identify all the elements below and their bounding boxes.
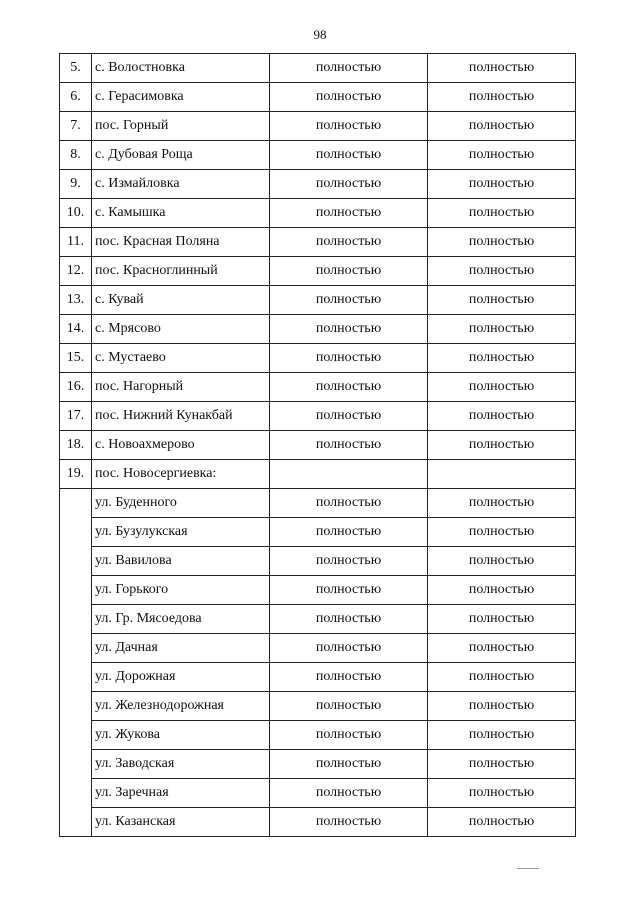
settlement-name: пос. Нижний Кунакбай xyxy=(92,402,270,431)
status-cell-1: полностью xyxy=(270,489,428,518)
status-cell-2: полностью xyxy=(428,634,576,663)
status-cell-2: полностью xyxy=(428,663,576,692)
row-number: 14. xyxy=(60,315,92,344)
status-cell-1: полностью xyxy=(270,605,428,634)
row-number: 8. xyxy=(60,141,92,170)
status-cell-2: полностью xyxy=(428,286,576,315)
status-cell-1: полностью xyxy=(270,373,428,402)
status-cell-1: полностью xyxy=(270,170,428,199)
settlement-name: с. Новоахмерово xyxy=(92,431,270,460)
status-cell-1: полностью xyxy=(270,199,428,228)
table-row xyxy=(60,808,576,837)
table-row xyxy=(60,373,576,402)
row-number xyxy=(60,576,92,605)
row-number: 18. xyxy=(60,431,92,460)
status-cell-1: полностью xyxy=(270,54,428,83)
row-number: 5. xyxy=(60,54,92,83)
row-number: 10. xyxy=(60,199,92,228)
row-number: 9. xyxy=(60,170,92,199)
table-row xyxy=(60,54,576,83)
status-cell-2: полностью xyxy=(428,373,576,402)
row-number xyxy=(60,808,92,837)
settlement-name: ул. Гр. Мясоедова xyxy=(92,605,270,634)
page-number: 98 xyxy=(313,27,327,42)
table-row xyxy=(60,692,576,721)
table-row xyxy=(60,431,576,460)
row-number xyxy=(60,750,92,779)
table-row xyxy=(60,750,576,779)
settlement-name: с. Камышка xyxy=(92,199,270,228)
settlement-name: пос. Красная Поляна xyxy=(92,228,270,257)
row-number: 7. xyxy=(60,112,92,141)
table-row xyxy=(60,112,576,141)
status-cell-2: полностью xyxy=(428,344,576,373)
table-row xyxy=(60,286,576,315)
table-row xyxy=(60,199,576,228)
status-cell-1: полностью xyxy=(270,228,428,257)
table-row xyxy=(60,634,576,663)
table-row xyxy=(60,460,576,489)
status-cell-2: полностью xyxy=(428,431,576,460)
table-row xyxy=(60,576,576,605)
status-cell-1: полностью xyxy=(270,344,428,373)
settlement-name: ул. Горького xyxy=(92,576,270,605)
table-row xyxy=(60,721,576,750)
status-cell-2: полностью xyxy=(428,489,576,518)
settlement-name: ул. Заречная xyxy=(92,779,270,808)
table-row xyxy=(60,402,576,431)
table-row xyxy=(60,489,576,518)
row-number xyxy=(60,489,92,518)
table-row xyxy=(60,663,576,692)
table-row xyxy=(60,605,576,634)
table-row xyxy=(60,547,576,576)
row-number xyxy=(60,779,92,808)
row-number xyxy=(60,634,92,663)
status-cell-1: полностью xyxy=(270,402,428,431)
status-cell-2: полностью xyxy=(428,605,576,634)
table-row xyxy=(60,83,576,112)
row-number: 11. xyxy=(60,228,92,257)
row-number: 12. xyxy=(60,257,92,286)
settlement-name: ул. Заводская xyxy=(92,750,270,779)
settlement-name: с. Герасимовка xyxy=(92,83,270,112)
settlement-name: ул. Вавилова xyxy=(92,547,270,576)
table-row xyxy=(60,257,576,286)
settlement-name: пос. Новосергиевка: xyxy=(92,460,270,489)
status-cell-2: полностью xyxy=(428,547,576,576)
status-cell-1: полностью xyxy=(270,315,428,344)
status-cell-1: полностью xyxy=(270,808,428,837)
status-cell-2: полностью xyxy=(428,779,576,808)
settlement-name: с. Измайловка xyxy=(92,170,270,199)
status-cell-2: полностью xyxy=(428,257,576,286)
settlement-name: ул. Казанская xyxy=(92,808,270,837)
table-row xyxy=(60,344,576,373)
row-number xyxy=(60,692,92,721)
settlement-name: пос. Горный xyxy=(92,112,270,141)
status-cell-2: полностью xyxy=(428,402,576,431)
status-cell-2: полностью xyxy=(428,692,576,721)
row-number: 17. xyxy=(60,402,92,431)
status-cell-1: полностью xyxy=(270,431,428,460)
settlement-name: ул. Жукова xyxy=(92,721,270,750)
settlement-name: с. Мустаево xyxy=(92,344,270,373)
status-cell-1: полностью xyxy=(270,518,428,547)
table-row xyxy=(60,315,576,344)
status-cell-2: полностью xyxy=(428,576,576,605)
settlement-name: ул. Дорожная xyxy=(92,663,270,692)
row-number: 15. xyxy=(60,344,92,373)
status-cell-2: полностью xyxy=(428,170,576,199)
settlement-name: ул. Буденного xyxy=(92,489,270,518)
settlement-name: ул. Дачная xyxy=(92,634,270,663)
settlement-name: ул. Бузулукская xyxy=(92,518,270,547)
settlement-name: с. Волостновка xyxy=(92,54,270,83)
status-cell-1: полностью xyxy=(270,634,428,663)
table-row xyxy=(60,141,576,170)
row-number xyxy=(60,518,92,547)
settlements-table-body xyxy=(60,54,576,837)
status-cell-1: полностью xyxy=(270,547,428,576)
settlement-name: с. Кувай xyxy=(92,286,270,315)
status-cell-1: полностью xyxy=(270,779,428,808)
table-row xyxy=(60,170,576,199)
status-cell-2: полностью xyxy=(428,518,576,547)
settlement-name: пос. Красноглинный xyxy=(92,257,270,286)
status-cell-2: полностью xyxy=(428,750,576,779)
status-cell-1: полностью xyxy=(270,721,428,750)
status-cell-1: полностью xyxy=(270,663,428,692)
row-number xyxy=(60,663,92,692)
table-row xyxy=(60,779,576,808)
status-cell-2: полностью xyxy=(428,315,576,344)
row-number: 13. xyxy=(60,286,92,315)
row-number: 6. xyxy=(60,83,92,112)
scan-mark xyxy=(517,868,539,869)
status-cell-1: полностью xyxy=(270,692,428,721)
row-number xyxy=(60,721,92,750)
status-cell-1: полностью xyxy=(270,141,428,170)
settlement-name: пос. Нагорный xyxy=(92,373,270,402)
status-cell-2: полностью xyxy=(428,141,576,170)
status-cell-2: полностью xyxy=(428,112,576,141)
status-cell-2: полностью xyxy=(428,228,576,257)
status-cell-2: полностью xyxy=(428,54,576,83)
status-cell-1: полностью xyxy=(270,83,428,112)
status-cell-1: полностью xyxy=(270,286,428,315)
status-cell-1: полностью xyxy=(270,112,428,141)
status-cell-2 xyxy=(428,460,576,489)
row-number: 16. xyxy=(60,373,92,402)
status-cell-2: полностью xyxy=(428,83,576,112)
status-cell-1: полностью xyxy=(270,576,428,605)
table-row xyxy=(60,228,576,257)
row-number xyxy=(60,547,92,576)
status-cell-1 xyxy=(270,460,428,489)
row-number: 19. xyxy=(60,460,92,489)
status-cell-1: полностью xyxy=(270,257,428,286)
settlement-name: с. Дубовая Роща xyxy=(92,141,270,170)
table-row xyxy=(60,518,576,547)
settlement-name: ул. Железнодорожная xyxy=(92,692,270,721)
settlement-name: с. Мрясово xyxy=(92,315,270,344)
status-cell-2: полностью xyxy=(428,808,576,837)
status-cell-1: полностью xyxy=(270,750,428,779)
row-number xyxy=(60,605,92,634)
status-cell-2: полностью xyxy=(428,199,576,228)
settlements-table xyxy=(59,53,576,837)
status-cell-2: полностью xyxy=(428,721,576,750)
